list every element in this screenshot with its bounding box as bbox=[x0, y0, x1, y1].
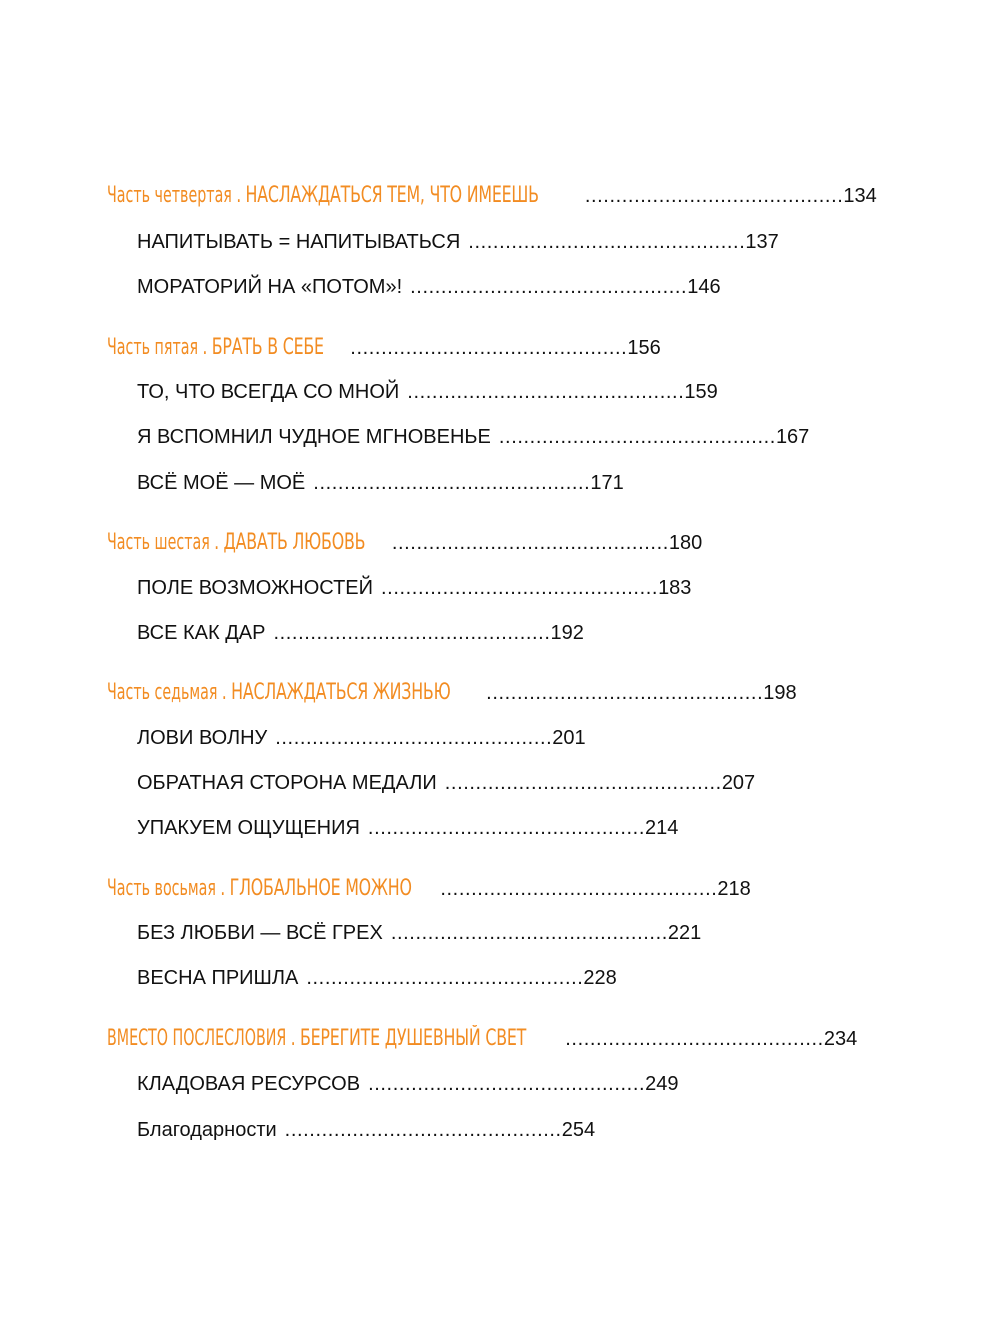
leader-dots: ............................................. bbox=[391, 532, 669, 554]
leader-dots: ............................................. bbox=[306, 967, 584, 989]
part-title: БРАТЬ В СЕБЕ bbox=[211, 335, 324, 360]
chapter-title: КЛАДОВАЯ РЕСУРСОВ bbox=[137, 1073, 361, 1095]
part-title: БЕРЕГИТЕ ДУШЕВНЫЙ СВЕТ bbox=[299, 1026, 527, 1051]
part-title: НАСЛАЖДАТЬСЯ ЖИЗНЬЮ bbox=[231, 680, 451, 705]
leader-dots: ............................................. bbox=[390, 922, 668, 944]
part-separator: . bbox=[214, 530, 220, 555]
page-number: 134 bbox=[843, 185, 877, 207]
leader-dots: ............................................. bbox=[275, 727, 553, 749]
part-heading bbox=[107, 1027, 526, 1050]
part-separator: . bbox=[236, 183, 242, 208]
page-number: 156 bbox=[627, 337, 661, 359]
toc-chapter[interactable] bbox=[137, 623, 584, 643]
page-number: 146 bbox=[687, 276, 721, 298]
leader-dots: ............................................. bbox=[367, 817, 645, 839]
chapter-title: Благодарности bbox=[137, 1119, 277, 1141]
leader-dots: ............................................. bbox=[273, 622, 551, 644]
part-label: Часть шестая bbox=[107, 530, 210, 555]
leader-dots: ............................................. bbox=[368, 1073, 646, 1095]
part-title: ГЛОБАЛЬНОЕ МОЖНО bbox=[229, 876, 412, 901]
page-number: 137 bbox=[745, 231, 779, 253]
page-number: 249 bbox=[645, 1073, 679, 1095]
chapter-title: УПАКУЕМ ОЩУЩЕНИЯ bbox=[137, 817, 360, 839]
part-title: НАСЛАЖДАТЬСЯ ТЕМ, ЧТО ИМЕЕШЬ bbox=[245, 183, 539, 208]
toc-chapter[interactable] bbox=[137, 382, 718, 402]
leader-dots: ............................................. bbox=[498, 426, 776, 448]
part-label: ВМЕСТО ПОСЛЕСЛОВИЯ bbox=[107, 1026, 287, 1051]
page-number: 207 bbox=[721, 772, 756, 794]
chapter-title: ОБРАТНАЯ СТОРОНА МЕДАЛИ bbox=[137, 772, 437, 794]
leader-dots: ............................................. bbox=[284, 1119, 562, 1141]
toc-chapter[interactable] bbox=[137, 473, 624, 493]
leader-dots: .......................................... bbox=[565, 1028, 824, 1050]
page-number: 234 bbox=[823, 1028, 858, 1050]
chapter-title: Я ВСПОМНИЛ ЧУДНОЕ МГНОВЕНЬЕ bbox=[137, 426, 491, 448]
leader-dots: ............................................. bbox=[486, 682, 764, 704]
part-heading bbox=[107, 336, 324, 359]
toc-chapter[interactable] bbox=[137, 427, 809, 447]
leader-dots: ............................................. bbox=[444, 772, 722, 794]
page-number: 228 bbox=[583, 967, 617, 989]
toc-chapter[interactable] bbox=[137, 773, 755, 793]
toc-afterword[interactable] bbox=[107, 1027, 857, 1050]
chapter-title: ПОЛЕ ВОЗМОЖНОСТЕЙ bbox=[137, 577, 373, 599]
chapter-title: ВЕСНА ПРИШЛА bbox=[137, 967, 299, 989]
page-number: 192 bbox=[550, 622, 584, 644]
part-title: ДАВАТЬ ЛЮБОВЬ bbox=[223, 530, 366, 555]
chapter-title: ВСЕ КАК ДАР bbox=[137, 622, 266, 644]
part-heading bbox=[107, 531, 365, 554]
toc-part-8[interactable] bbox=[107, 877, 751, 900]
page-number: 171 bbox=[590, 472, 624, 494]
leader-dots: ............................................. bbox=[468, 231, 746, 253]
part-separator: . bbox=[220, 876, 226, 901]
toc-chapter[interactable] bbox=[137, 578, 691, 598]
toc-part-4[interactable] bbox=[107, 184, 877, 207]
toc-part-6[interactable] bbox=[107, 531, 702, 554]
toc-chapter[interactable] bbox=[137, 232, 779, 252]
part-heading bbox=[107, 877, 412, 900]
chapter-title: МОРАТОРИЙ НА «ПОТОМ»! bbox=[137, 276, 403, 298]
page-number: 214 bbox=[644, 817, 679, 839]
chapter-title: БЕЗ ЛЮБВИ — ВСЁ ГРЕХ bbox=[137, 922, 383, 944]
part-heading bbox=[107, 184, 539, 207]
toc-chapter[interactable] bbox=[137, 1074, 679, 1094]
page-number: 183 bbox=[658, 577, 692, 599]
toc-chapter[interactable] bbox=[137, 818, 678, 838]
page-number: 159 bbox=[684, 381, 718, 403]
leader-dots: ............................................. bbox=[313, 472, 591, 494]
toc-chapter[interactable] bbox=[137, 728, 586, 748]
toc-chapter[interactable] bbox=[137, 1120, 595, 1140]
part-label: Часть пятая bbox=[107, 335, 199, 360]
leader-dots: ............................................. bbox=[381, 577, 659, 599]
page-number: 180 bbox=[668, 532, 703, 554]
toc-part-7[interactable] bbox=[107, 681, 797, 704]
leader-dots: ............................................. bbox=[407, 381, 685, 403]
part-heading bbox=[107, 681, 450, 704]
leader-dots: .......................................... bbox=[584, 185, 844, 207]
chapter-title: ЛОВИ ВОЛНУ bbox=[137, 727, 268, 749]
part-label: Часть восьмая bbox=[107, 876, 216, 901]
part-label: Часть седьмая bbox=[107, 680, 218, 705]
leader-dots: ............................................. bbox=[410, 276, 688, 298]
leader-dots: ............................................. bbox=[440, 878, 718, 900]
part-label: Часть четвертая bbox=[107, 183, 232, 208]
leader-dots: ............................................. bbox=[350, 337, 628, 359]
toc-chapter[interactable] bbox=[137, 923, 701, 943]
chapter-title: НАПИТЫВАТЬ = НАПИТЫВАТЬСЯ bbox=[137, 231, 461, 253]
chapter-title: ВСЁ МОЁ — МОЁ bbox=[137, 472, 306, 494]
page-number: 167 bbox=[775, 426, 810, 448]
page-number: 198 bbox=[763, 682, 797, 704]
part-separator: . bbox=[202, 335, 208, 360]
toc-part-5[interactable] bbox=[107, 336, 661, 359]
page-number: 254 bbox=[561, 1119, 596, 1141]
page-number: 218 bbox=[717, 878, 751, 900]
part-separator: . bbox=[290, 1026, 296, 1051]
toc-chapter[interactable] bbox=[137, 277, 721, 297]
page-number: 201 bbox=[552, 727, 586, 749]
toc-chapter[interactable] bbox=[137, 968, 617, 988]
page-number: 221 bbox=[667, 922, 702, 944]
chapter-title: ТО, ЧТО ВСЕГДА СО МНОЙ bbox=[137, 381, 400, 403]
part-separator: . bbox=[221, 680, 227, 705]
